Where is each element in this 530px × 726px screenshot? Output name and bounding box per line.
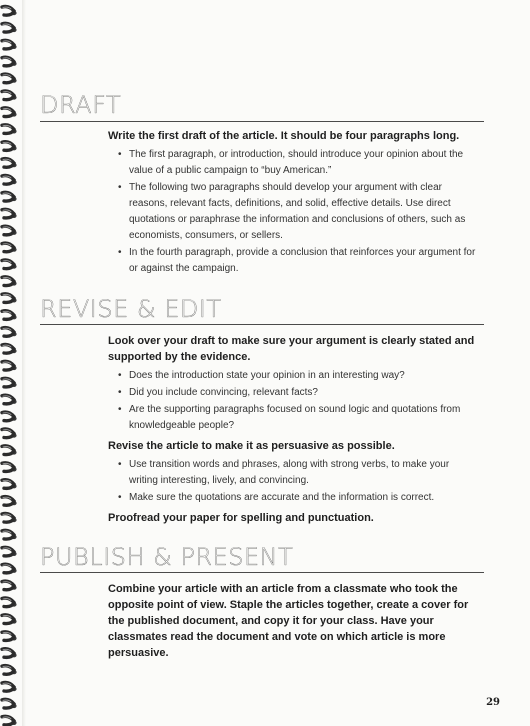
revise-bullets (108, 368, 480, 434)
revise-bullet-4: • Use transition words and phrases, along with strong verbs, to make your writing interesting, lively, and convincing. (108, 457, 480, 489)
spiral-coil (2, 378, 17, 387)
spiral-coil (2, 497, 17, 506)
section-heading-publish-present: PUBLISH & PRESENT (40, 543, 294, 571)
spiral-binding (0, 0, 30, 726)
spiral-coil (2, 345, 17, 354)
spiral-coil (2, 395, 17, 404)
draft-bullet-2: • The following two paragraphs should develop your argument with clear reasons, relevant facts, definitions, and solid, effective details. Use direct quotations or paraphrase the information and conclusions of others, such as economists, consumers, or sellers. (108, 180, 480, 244)
spiral-coil (2, 615, 17, 624)
draft-bullet-3: • In the fourth paragraph, provide a conclusion that reinforces your argument for or against the campaign. (108, 245, 480, 277)
spiral-coil (2, 7, 17, 16)
spiral-coil (2, 176, 17, 185)
spiral-coil (2, 361, 17, 370)
section-rule-publish-present (40, 572, 484, 573)
revise-bullet-3: • Are the supporting paragraphs focused on sound logic and quotations from knowledgeable people? (108, 402, 480, 434)
spiral-coil (2, 57, 17, 66)
spiral-coil (2, 683, 17, 692)
spiral-coil (2, 446, 17, 455)
spiral-coil (2, 91, 17, 100)
spiral-coil (2, 142, 17, 151)
spiral-coil (2, 547, 17, 556)
spiral-coil (2, 311, 17, 320)
revise-bullet-5: • Make sure the quotations are accurate and the information is correct. (108, 490, 480, 506)
draft-bullets (108, 147, 480, 277)
section-rule-revise-edit (40, 324, 484, 325)
spiral-coil (2, 463, 17, 472)
spiral-coil (2, 40, 17, 49)
draft-lead: Write the first draft of the article. It should be four paragraphs long. (108, 130, 460, 142)
spiral-coil (2, 666, 17, 675)
spiral-coil (2, 108, 17, 117)
spiral-coil (2, 74, 17, 83)
draft-bullet-1: • The first paragraph, or introduction, should introduce your opinion about the value of a public campaign to “buy American.” (108, 147, 480, 179)
spiral-coil (2, 209, 17, 218)
section-heading-revise-edit: REVISE & EDIT (40, 295, 222, 323)
draft-block (108, 128, 480, 281)
spiral-coil (2, 429, 17, 438)
spiral-coil (2, 159, 17, 168)
spiral-coil (2, 23, 17, 32)
spiral-coil (2, 294, 17, 303)
spiral-coil (2, 598, 17, 607)
spiral-coil (2, 699, 17, 708)
spiral-coil (2, 412, 17, 421)
spiral-coil (2, 480, 17, 489)
spiral-coil (2, 530, 17, 539)
spiral-coil (2, 260, 17, 269)
publish-block (108, 581, 480, 661)
spiral-coil (2, 649, 17, 658)
section-rule-draft (40, 121, 484, 122)
revise-lead: Look over your draft to make sure your argument is clearly stated and supported by the evidence. (108, 335, 475, 363)
revise-bullet-1: • Does the introduction state your opinion in an interesting way? (108, 368, 480, 384)
revise-lead-2: Revise the article to make it as persuasive as possible. (108, 440, 395, 452)
revise-lead-3: Proofread your paper for spelling and punctuation. (108, 512, 374, 524)
page-number: 29 (486, 697, 500, 708)
spiral-coil (2, 125, 17, 134)
spiral-coil (2, 277, 17, 286)
spiral-coil (2, 328, 17, 337)
spiral-coil (2, 226, 17, 235)
spiral-coil (2, 632, 17, 641)
section-heading-draft: DRAFT (40, 91, 122, 119)
spiral-coil (2, 581, 17, 590)
spiral-coil (2, 514, 17, 523)
revise-block (108, 333, 480, 526)
spiral-coil (2, 716, 17, 725)
revise-bullets-2 (108, 457, 480, 506)
publish-lead: Combine your article with an article from a classmate who took the opposite point of view. Staple the articles together, create a cover for the published document, and copy it for your class. Have your classmates read the document and vote on which article is more persuasive. (108, 583, 469, 659)
spiral-coil (2, 564, 17, 573)
spiral-coil (2, 243, 17, 252)
revise-bullet-2: • Did you include convincing, relevant facts? (108, 385, 480, 401)
spiral-coil (2, 192, 17, 201)
